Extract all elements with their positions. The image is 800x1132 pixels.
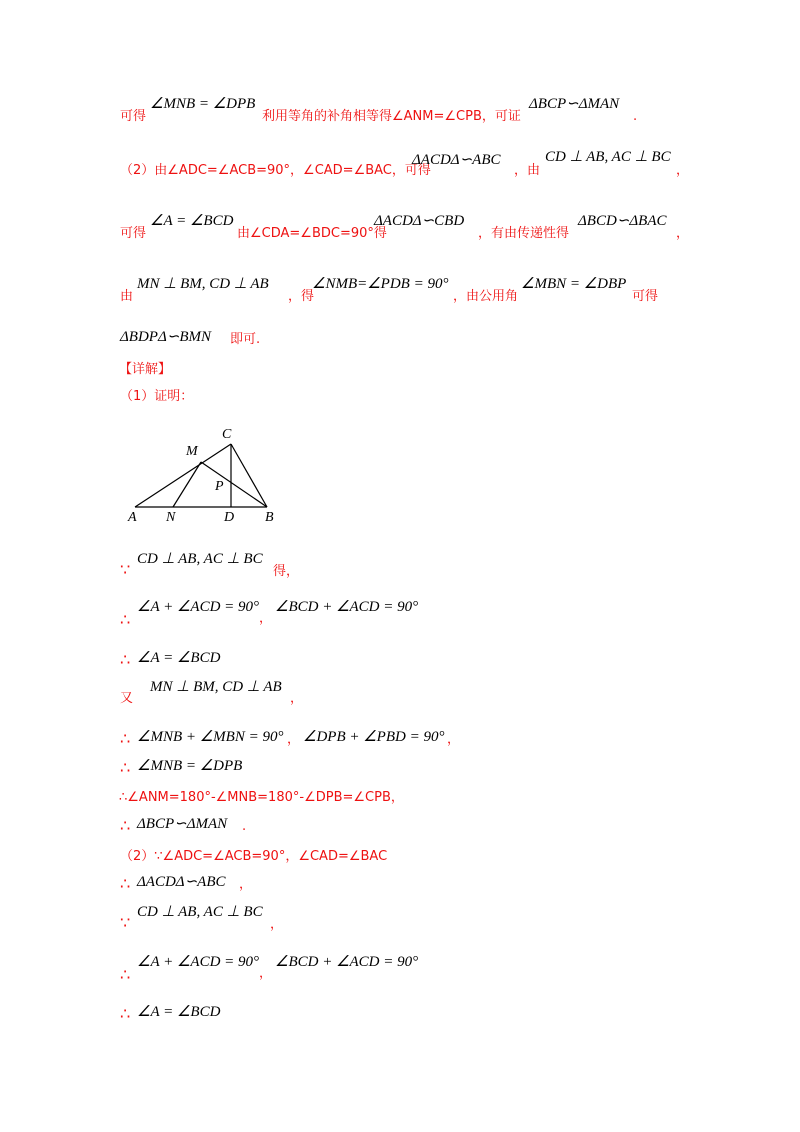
point-label-N: N [166, 510, 176, 525]
therefore-symbol: ∴ [120, 758, 131, 777]
math-expression: MN ⊥ BM, CD ⊥ AB [150, 679, 282, 695]
text: 可得 [120, 226, 147, 241]
because-symbol: ∵ [120, 560, 131, 579]
math-expression: ∠BCD + ∠ACD = 90° [275, 599, 419, 615]
therefore-symbol: ∴ [120, 610, 131, 629]
part-2-line: （2）∵∠ADC=∠ACB=90°，∠CAD=∠BAC [120, 849, 388, 864]
section-heading: 【详解】 [119, 362, 172, 377]
segment-CB [231, 444, 267, 507]
because-symbol: ∵ [120, 913, 131, 932]
separator: ， [287, 732, 301, 747]
text: ， [270, 917, 284, 932]
therefore-symbol: ∴ [120, 729, 131, 748]
point-label-B: B [265, 510, 274, 525]
math-expression: ∠A + ∠ACD = 90° [137, 599, 260, 615]
math-expression: ∠BCD + ∠ACD = 90° [275, 954, 419, 970]
text: . [242, 819, 247, 834]
math-expression: ∠DPB + ∠PBD = 90° [303, 729, 445, 745]
separator: ， [259, 966, 273, 981]
text: （2）由∠ADC=∠ACB=90°，∠CAD=∠BAC，可得 [120, 163, 431, 178]
point-label-A: A [128, 510, 137, 525]
text: . [633, 109, 638, 124]
math-expression: ΔACDΔ∽ABC [137, 874, 226, 890]
point-label-D: D [224, 510, 235, 525]
text: 利用等角的补角相等得∠ANM=∠CPB，可证 [262, 109, 521, 124]
separator: ， [259, 611, 273, 626]
geometry-figure [120, 420, 290, 530]
math-expression: ∠MNB + ∠MBN = 90° [137, 729, 284, 745]
therefore-symbol: ∴ [120, 965, 131, 984]
text: 又 [120, 691, 134, 706]
math-expression: ΔBCD∽ΔBAC [578, 213, 667, 229]
text: 可得 [120, 109, 147, 124]
text: ， [447, 732, 461, 747]
segment-AC [135, 444, 231, 507]
math-expression: ΔBDPΔ∽BMN [120, 329, 211, 345]
math-expression: ∠A + ∠ACD = 90° [137, 954, 260, 970]
math-expression: ΔACDΔ∽ABC [412, 152, 501, 168]
proof-line-7: ∴∠ANM=180°-∠MNB=180°-∠DPB=∠CPB， [119, 790, 404, 805]
math-expression: ΔACDΔ∽CBD [374, 213, 465, 229]
text: ，有由传递性得 [478, 226, 570, 241]
math-expression: ∠A = ∠BCD [137, 650, 221, 666]
point-label-P: P [215, 479, 224, 494]
math-expression: ∠A = ∠BCD [137, 1004, 221, 1020]
text: 得， [273, 564, 300, 579]
segment-MN [173, 462, 201, 507]
math-expression: CD ⊥ AB, AC ⊥ BC [137, 551, 263, 567]
math-expression: ∠MNB = ∠DPB [150, 96, 256, 112]
math-expression: MN ⊥ BM, CD ⊥ AB [137, 276, 269, 292]
text: ，由 [514, 163, 541, 178]
segment-MB [201, 462, 267, 507]
text: ， [676, 226, 690, 241]
text: 由∠CDA=∠BDC=90°得 [237, 226, 387, 241]
point-label-C: C [222, 427, 232, 442]
therefore-symbol: ∴ [120, 650, 131, 669]
part-label: （1）证明： [120, 389, 194, 404]
text: ， [676, 163, 690, 178]
point-label-M: M [186, 444, 198, 459]
therefore-symbol: ∴ [120, 1004, 131, 1023]
math-expression: CD ⊥ AB, AC ⊥ BC [137, 904, 263, 920]
math-expression: ΔBCP∽ΔMAN [529, 96, 620, 112]
text: ， [239, 877, 253, 892]
math-expression: ∠MBN = ∠DBP [521, 276, 627, 292]
text: ，由公用角 [453, 289, 519, 304]
text: ， [290, 691, 304, 706]
text: 由 [120, 289, 134, 304]
text: 即可. [230, 332, 261, 347]
math-expression: ∠MNB = ∠DPB [137, 758, 243, 774]
math-expression: ΔBCP∽ΔMAN [137, 816, 228, 832]
text: ，得 [288, 289, 315, 304]
therefore-symbol: ∴ [120, 874, 131, 893]
text: 可得 [632, 289, 659, 304]
therefore-symbol: ∴ [120, 816, 131, 835]
math-expression: CD ⊥ AB, AC ⊥ BC [545, 149, 671, 165]
math-expression: ∠A = ∠BCD [150, 213, 234, 229]
math-expression: ∠NMB=∠PDB = 90° [312, 276, 449, 292]
